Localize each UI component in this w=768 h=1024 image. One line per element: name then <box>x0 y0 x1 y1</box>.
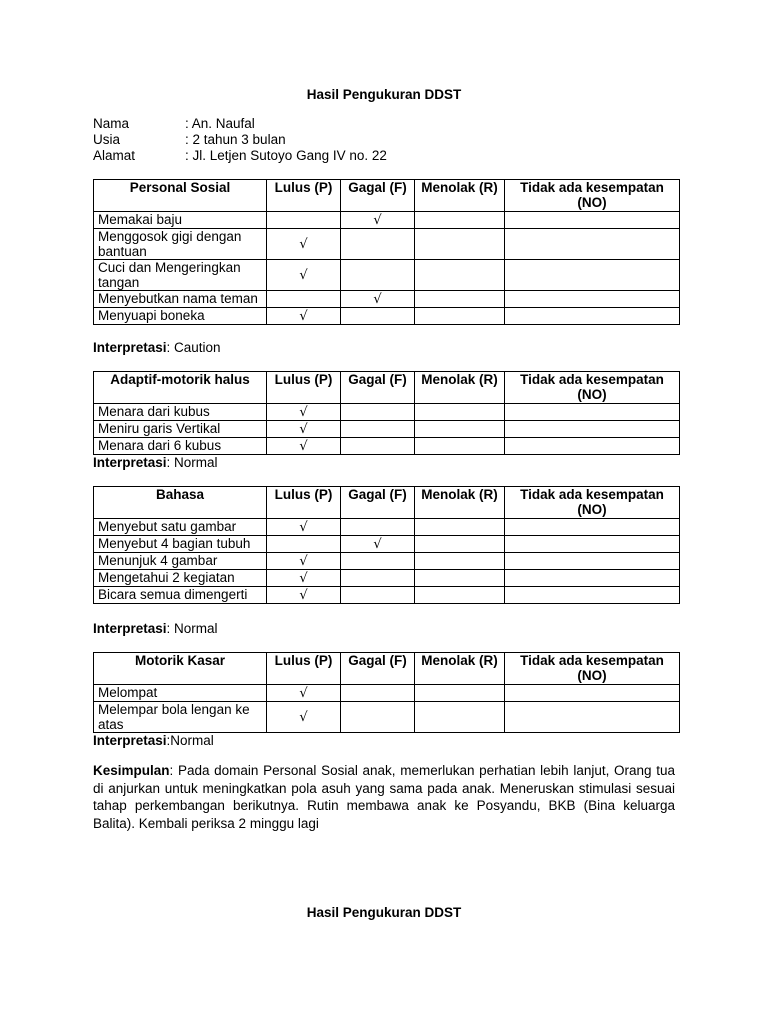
result-cell-menolak <box>415 212 505 229</box>
info-row-usia <box>93 132 387 148</box>
check-mark-icon: √ <box>299 237 308 252</box>
interpretation-label: Interpretasi <box>93 733 167 748</box>
item-cell: Melempar bola lengan ke atas <box>94 702 267 733</box>
result-cell-lulus <box>267 404 341 421</box>
info-label: Usia <box>93 132 121 147</box>
table-header-row <box>94 372 680 404</box>
item-cell: Melompat <box>94 685 267 702</box>
item-cell: Menyebut satu gambar <box>94 519 267 536</box>
result-cell-no <box>505 519 680 536</box>
table-row <box>94 229 680 260</box>
check-mark-icon: √ <box>299 588 308 603</box>
check-mark-icon: √ <box>299 710 308 725</box>
result-cell-menolak <box>415 519 505 536</box>
column-header-menolak: Menolak (R) <box>415 180 505 212</box>
result-cell-menolak <box>415 685 505 702</box>
patient-info <box>93 116 387 164</box>
info-value: : An. Naufal <box>185 116 255 131</box>
result-cell-lulus <box>267 260 341 291</box>
ddst-table <box>93 486 680 604</box>
info-value: : Jl. Letjen Sutoyo Gang IV no. 22 <box>185 148 387 163</box>
result-cell-gagal <box>341 291 415 308</box>
result-cell-lulus <box>267 685 341 702</box>
domain-header: Motorik Kasar <box>94 653 267 685</box>
info-row-nama <box>93 116 387 132</box>
check-mark-icon: √ <box>299 554 308 569</box>
column-header-menolak: Menolak (R) <box>415 653 505 685</box>
check-mark-icon: √ <box>299 686 308 701</box>
result-cell-no <box>505 570 680 587</box>
table-row <box>94 702 680 733</box>
result-cell-menolak <box>415 260 505 291</box>
ddst-table <box>93 371 680 455</box>
check-mark-icon: √ <box>299 571 308 586</box>
info-label: Nama <box>93 116 130 131</box>
table-row <box>94 570 680 587</box>
column-header-lulus: Lulus (P) <box>267 653 341 685</box>
item-cell: Memakai baju <box>94 212 267 229</box>
domain-header: Adaptif-motorik halus <box>94 372 267 404</box>
result-cell-gagal <box>341 260 415 291</box>
column-header-no: Tidak ada kesempatan (NO) <box>505 180 680 212</box>
info-value: : 2 tahun 3 bulan <box>185 132 286 147</box>
result-cell-gagal <box>341 229 415 260</box>
column-header-lulus: Lulus (P) <box>267 372 341 404</box>
column-header-gagal: Gagal (F) <box>341 372 415 404</box>
result-cell-menolak <box>415 553 505 570</box>
interpretation <box>93 455 218 471</box>
table-header-row <box>94 653 680 685</box>
column-header-menolak: Menolak (R) <box>415 487 505 519</box>
page-title: Hasil Pengukuran DDST <box>306 87 462 102</box>
column-header-gagal: Gagal (F) <box>341 653 415 685</box>
result-cell-menolak <box>415 438 505 455</box>
ddst-table <box>93 652 680 733</box>
result-cell-gagal <box>341 587 415 604</box>
result-cell-no <box>505 421 680 438</box>
table-row <box>94 260 680 291</box>
result-cell-menolak <box>415 570 505 587</box>
column-header-no: Tidak ada kesempatan (NO) <box>505 487 680 519</box>
interpretation-label: Interpretasi <box>93 340 167 355</box>
table-header-row <box>94 487 680 519</box>
result-cell-no <box>505 291 680 308</box>
interpretation-value: : Normal <box>166 621 218 636</box>
result-cell-gagal <box>341 553 415 570</box>
item-cell: Cuci dan Mengeringkan tangan <box>94 260 267 291</box>
info-label: Alamat <box>93 148 136 163</box>
check-mark-icon: √ <box>373 213 382 228</box>
domain-header: Personal Sosial <box>94 180 267 212</box>
result-cell-gagal <box>341 536 415 553</box>
interpretation-value: :Normal <box>166 733 214 748</box>
item-cell: Mengetahui 2 kegiatan <box>94 570 267 587</box>
column-header-no: Tidak ada kesempatan (NO) <box>505 372 680 404</box>
result-cell-lulus <box>267 438 341 455</box>
table-header-row <box>94 180 680 212</box>
result-cell-no <box>505 260 680 291</box>
result-cell-menolak <box>415 404 505 421</box>
table-row <box>94 587 680 604</box>
result-cell-menolak <box>415 536 505 553</box>
item-cell: Menggosok gigi dengan bantuan <box>94 229 267 260</box>
result-cell-lulus <box>267 421 341 438</box>
result-cell-no <box>505 212 680 229</box>
result-cell-gagal <box>341 212 415 229</box>
result-cell-gagal <box>341 421 415 438</box>
item-cell: Menara dari 6 kubus <box>94 438 267 455</box>
result-cell-no <box>505 536 680 553</box>
check-mark-icon: √ <box>299 439 308 454</box>
column-header-lulus: Lulus (P) <box>267 180 341 212</box>
result-cell-no <box>505 587 680 604</box>
interpretation-label: Interpretasi <box>93 621 167 636</box>
table-row <box>94 553 680 570</box>
page-title-repeat: Hasil Pengukuran DDST <box>306 905 462 920</box>
result-cell-lulus <box>267 570 341 587</box>
check-mark-icon: √ <box>299 268 308 283</box>
table-row <box>94 685 680 702</box>
conclusion-label: Kesimpulan <box>93 763 170 778</box>
result-cell-no <box>505 308 680 325</box>
column-header-lulus: Lulus (P) <box>267 487 341 519</box>
conclusion-text: : Pada domain Personal Sosial anak, memerlukan perhatian lebih lanjut, Orang tua di anjurkan untuk meningkatkan pola asuh yang sama pada anak. Meneruskan stimulasi sesuai tahap perkembangan berikutnya. Rutin membawa anak ke Posyandu, BKB (Bina keluarga Balita). Kembali periksa 2 minggu lagi <box>93 763 675 831</box>
result-cell-gagal <box>341 438 415 455</box>
column-header-menolak: Menolak (R) <box>415 372 505 404</box>
interpretation-value: : Normal <box>166 455 218 470</box>
result-cell-lulus <box>267 536 341 553</box>
result-cell-gagal <box>341 702 415 733</box>
result-cell-no <box>505 685 680 702</box>
table-row <box>94 291 680 308</box>
conclusion <box>93 762 675 832</box>
check-mark-icon: √ <box>299 309 308 324</box>
table-row <box>94 404 680 421</box>
interpretation <box>93 621 218 637</box>
interpretation <box>93 733 214 749</box>
table-row <box>94 519 680 536</box>
check-mark-icon: √ <box>299 405 308 420</box>
check-mark-icon: √ <box>299 422 308 437</box>
column-header-no: Tidak ada kesempatan (NO) <box>505 653 680 685</box>
result-cell-no <box>505 229 680 260</box>
table-row <box>94 212 680 229</box>
item-cell: Menunjuk 4 gambar <box>94 553 267 570</box>
result-cell-no <box>505 702 680 733</box>
result-cell-gagal <box>341 308 415 325</box>
result-cell-no <box>505 404 680 421</box>
result-cell-menolak <box>415 421 505 438</box>
result-cell-menolak <box>415 702 505 733</box>
table-row <box>94 308 680 325</box>
ddst-table <box>93 179 680 325</box>
column-header-gagal: Gagal (F) <box>341 180 415 212</box>
item-cell: Menyebutkan nama teman <box>94 291 267 308</box>
column-header-gagal: Gagal (F) <box>341 487 415 519</box>
table-row <box>94 421 680 438</box>
info-row-alamat <box>93 148 387 164</box>
result-cell-lulus <box>267 702 341 733</box>
item-cell: Menyuapi boneka <box>94 308 267 325</box>
interpretation-value: : Caution <box>166 340 221 355</box>
interpretation-label: Interpretasi <box>93 455 167 470</box>
result-cell-lulus <box>267 291 341 308</box>
domain-header: Bahasa <box>94 487 267 519</box>
result-cell-gagal <box>341 685 415 702</box>
result-cell-lulus <box>267 212 341 229</box>
result-cell-no <box>505 438 680 455</box>
result-cell-lulus <box>267 553 341 570</box>
result-cell-no <box>505 553 680 570</box>
result-cell-lulus <box>267 519 341 536</box>
table-row <box>94 438 680 455</box>
check-mark-icon: √ <box>299 520 308 535</box>
interpretation <box>93 340 221 356</box>
result-cell-lulus <box>267 308 341 325</box>
result-cell-menolak <box>415 308 505 325</box>
result-cell-menolak <box>415 587 505 604</box>
check-mark-icon: √ <box>373 292 382 307</box>
result-cell-menolak <box>415 291 505 308</box>
result-cell-lulus <box>267 229 341 260</box>
result-cell-menolak <box>415 229 505 260</box>
result-cell-gagal <box>341 570 415 587</box>
result-cell-gagal <box>341 519 415 536</box>
result-cell-gagal <box>341 404 415 421</box>
item-cell: Menara dari kubus <box>94 404 267 421</box>
item-cell: Menyebut 4 bagian tubuh <box>94 536 267 553</box>
item-cell: Bicara semua dimengerti <box>94 587 267 604</box>
table-row <box>94 536 680 553</box>
result-cell-lulus <box>267 587 341 604</box>
item-cell: Meniru garis Vertikal <box>94 421 267 438</box>
check-mark-icon: √ <box>373 537 382 552</box>
